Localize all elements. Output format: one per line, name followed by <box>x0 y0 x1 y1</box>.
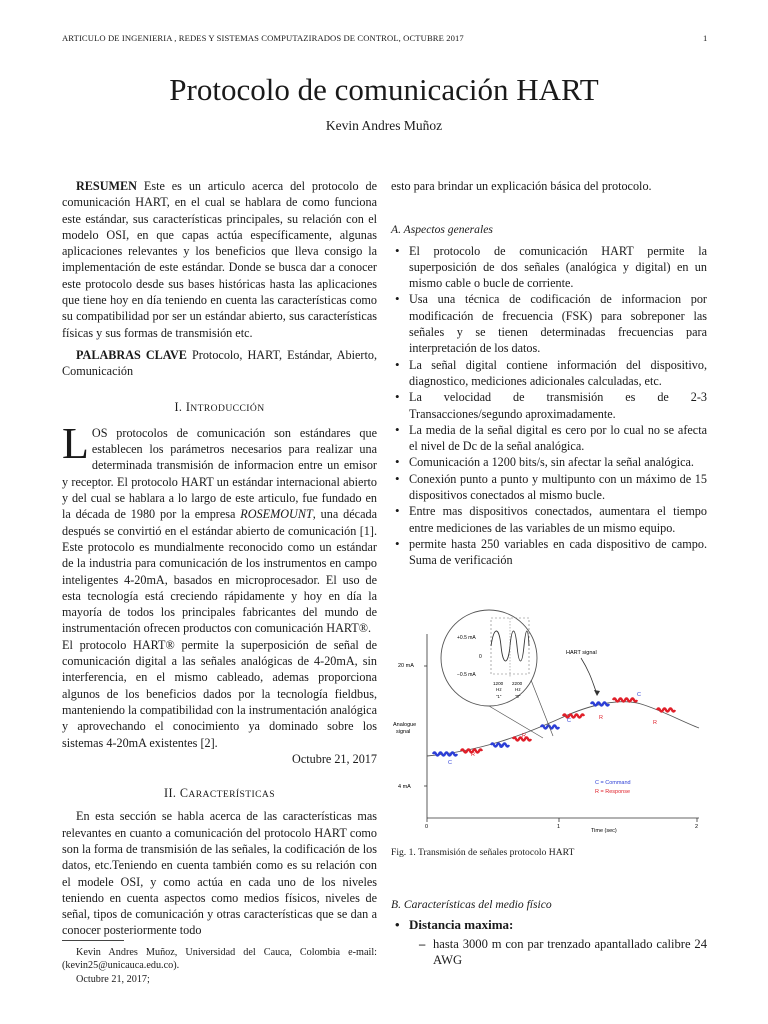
hart-bursts <box>433 699 675 756</box>
arrow-head-icon <box>594 690 600 696</box>
magnifier-line <box>531 680 553 736</box>
subsection-a-heading: A. Aspectos generales <box>391 223 493 237</box>
label-f1: 1200 <box>493 681 504 686</box>
label-c: C <box>567 718 571 724</box>
label-f1u: Hz <box>496 687 502 692</box>
label-r: R <box>653 720 657 726</box>
list-item: • Conexión punto a punto y multipunto con un máximo de 15 dispositivos conectados al mismo bucle. <box>391 471 707 504</box>
list-item: • Comunicación a 1200 bits/s, sin afectar la señal analógica. <box>391 454 707 470</box>
label-signal: signal <box>396 729 411 735</box>
paper-author: Kevin Andres Muñoz <box>325 118 443 133</box>
magnifier-circle <box>441 610 537 706</box>
figure-caption: Fig. 1. Transmisión de señales protocolo HART <box>391 847 575 858</box>
keywords <box>62 347 377 380</box>
features-paragraph: En esta sección se habla acerca de las características mas relevantes en cuanto a comunicación del protocolo HART como son la forma de transmisión de las señales, la codificación de los datos, etc.Teniendo en cuenta también como es su relación con el modele OSI, y como actúa en cada uno de los niveles teniendo en cuenta aspectos como medios físicos, niveles de señal, tipos de comunicación y otras características que se dan a conocer posteriormente todo <box>62 809 377 938</box>
list-item: • Entre mas dispositivos conectados, aumentara el tiempo entre mediciones de las variables de un mismo equipo. <box>391 503 707 536</box>
label-f2b: "0" <box>515 694 521 699</box>
label-c: C <box>637 692 641 698</box>
left-column <box>62 178 377 939</box>
medio-fisico-list <box>391 917 707 933</box>
response-burst <box>657 709 675 712</box>
hart-arrow <box>581 658 597 694</box>
label-t1: 1 <box>557 824 561 830</box>
command-burst <box>433 753 457 756</box>
section-heading-features: II. CARACTERÍSTICAS <box>164 786 275 801</box>
label-r: R <box>522 733 526 739</box>
hart-signal-figure <box>391 596 707 836</box>
label-20ma: 20 mA <box>398 663 414 669</box>
label-4ma: 4 mA <box>398 784 411 790</box>
intro-paragraph: LOS protocolos de comunicación son estándares que establecen los parámetros necesarios para realizar una determinada transmisión de informacion entre un emisor y receptor. El protocolo HART un estándar internacional abierto y del cual se hablara a lo largo de este articulo, fue fundado en la década de 1980 por la empresa ROSEMOUNT, una década después se convirtió en el estándar abierto de comunicación [1]. Este protocolo es mundialmente reconocido como un estándar de la industria para comunicación de los instrumentos en campo inteligentes 4-20mA, basados en microprocesador. El uso de esta tecnología está creciendo rápidamente y hoy en día la mayoría de todos los principales fabricantes del mundo de instrumentación ofrecen productos con comunicación HART®. <box>62 418 377 636</box>
label-t0: 0 <box>425 824 429 830</box>
label-f1b: "1" <box>496 694 502 699</box>
label-c: C <box>448 760 452 766</box>
list-item: • La media de la señal digital es cero por lo cual no se afecta el nivel de Dc de la señal analógica. <box>391 422 707 455</box>
label-r: R <box>471 752 475 758</box>
label-plus: +0.5 mA <box>457 635 476 641</box>
right-column <box>391 178 707 569</box>
abstract-continuation: esto para brindar un explicación básica del protocolo. <box>391 179 652 193</box>
footnote-date: Octubre 21, 2017; <box>76 973 150 985</box>
page-number: 1 <box>703 33 708 43</box>
label-hart-signal: HART signal <box>566 650 597 656</box>
sub-list-item: – hasta 3000 m con par trenzado apantallado calibre 24 AWG <box>391 936 707 969</box>
company-name: ROSEMOUNT <box>240 507 313 522</box>
magnifier-line <box>489 706 543 738</box>
abstract-text: Este es un articulo acerca del protocolo de comunicación HART, en el cual se hablara de como funciona este estándar, sus características principales, su relación con el modelo OSI, en que capas actúa específicamente, algunas aplicaciones relevantes y los beneficios que lleva consigo la implementación de este estándar. Donde se busca dar a conocer este protocolo desde sus bases históricas hasta las aplicaciones que tiene hoy en día teniendo en cuenta las características como su compatibilidad por ser un estándar abierto, sus características físicas y sus formas de transmisión etc. <box>62 179 377 340</box>
intro-paragraph-2: El protocolo HART® permite la superposición de señal de comunicación digital a las señales analógicas de 4-20mA, sin interferencia, en el mismo cableado, ademas proporciona algunos de los beneficios dados por la tecnología fieldbus, manteniendo la compatibilidad con la instrumentación analógica y aprovechando el conocimiento ya dominado sobre los sistemas 4-20mA existentes [2]. <box>62 637 377 750</box>
footnote-affiliation: Kevin Andres Muñoz, Universidad del Cauca, Colombia e-mail: (kevin25@unicauca.edu.co). <box>62 947 377 972</box>
label-zero: 0 <box>479 654 482 660</box>
legend-command: C = Command <box>595 780 631 786</box>
label-t2: 2 <box>695 824 699 830</box>
abstract-label: RESUMEN <box>76 179 137 193</box>
footnote-rule <box>62 940 124 941</box>
keywords-label: PALABRAS CLAVE <box>76 347 187 362</box>
label-minus: −0.5 mA <box>457 672 476 678</box>
paper-title: Protocolo de comunicación HART <box>169 72 599 107</box>
aspectos-list <box>391 243 707 569</box>
label-c: C <box>499 744 503 750</box>
label-f2u: Hz <box>515 687 521 692</box>
keywords-text: Protocolo, HART, Estándar, Abierto, Comunicación <box>62 347 378 379</box>
date-line: Octubre 21, 2017 <box>292 751 377 766</box>
label-f2: 2200 <box>512 681 523 686</box>
list-item: • Distancia maxima: <box>391 917 707 933</box>
section-heading-intro: I. INTRODUCCIÓN <box>174 399 265 414</box>
running-header: ARTICULO DE INGENIERIA , REDES Y SISTEMAS COMPUTAZIRADOS DE CONTROL, OCTUBRE 2017 <box>62 33 464 43</box>
list-item: • El protocolo de comunicación HART permite la superposición de dos señales (analógica y digital) en un mismo cable o bucle de corriente. <box>391 243 707 292</box>
label-r: R <box>599 715 603 721</box>
legend-response: R = Response <box>595 789 631 795</box>
list-item: • La señal digital contiene información del dispositivo, diagnostico, mediciones adicionales calculadas, etc. <box>391 357 707 390</box>
subsection-b <box>391 897 707 969</box>
footnote <box>62 946 377 986</box>
list-item: • Usa una técnica de codificación de informacion por modificación de frecuencia (FSK) para sobreponer las señales y se tienen determinadas frecuencias para interpretación de los datos. <box>391 291 707 356</box>
list-item: • permite hasta 250 variables en cada dispositivo de campo. Suma de verificación <box>391 536 707 569</box>
drop-cap: L <box>62 418 89 468</box>
command-burst <box>591 703 609 706</box>
response-burst <box>613 699 637 702</box>
list-item: • La velocidad de transmisión es de 2-3 Transacciones/segundo aproximadamente. <box>391 389 707 422</box>
label-time: Time (sec) <box>591 828 617 834</box>
subsection-b-heading: B. Características del medio físico <box>391 898 552 911</box>
label-analogue: Analogue <box>393 722 417 728</box>
abstract <box>62 178 377 341</box>
